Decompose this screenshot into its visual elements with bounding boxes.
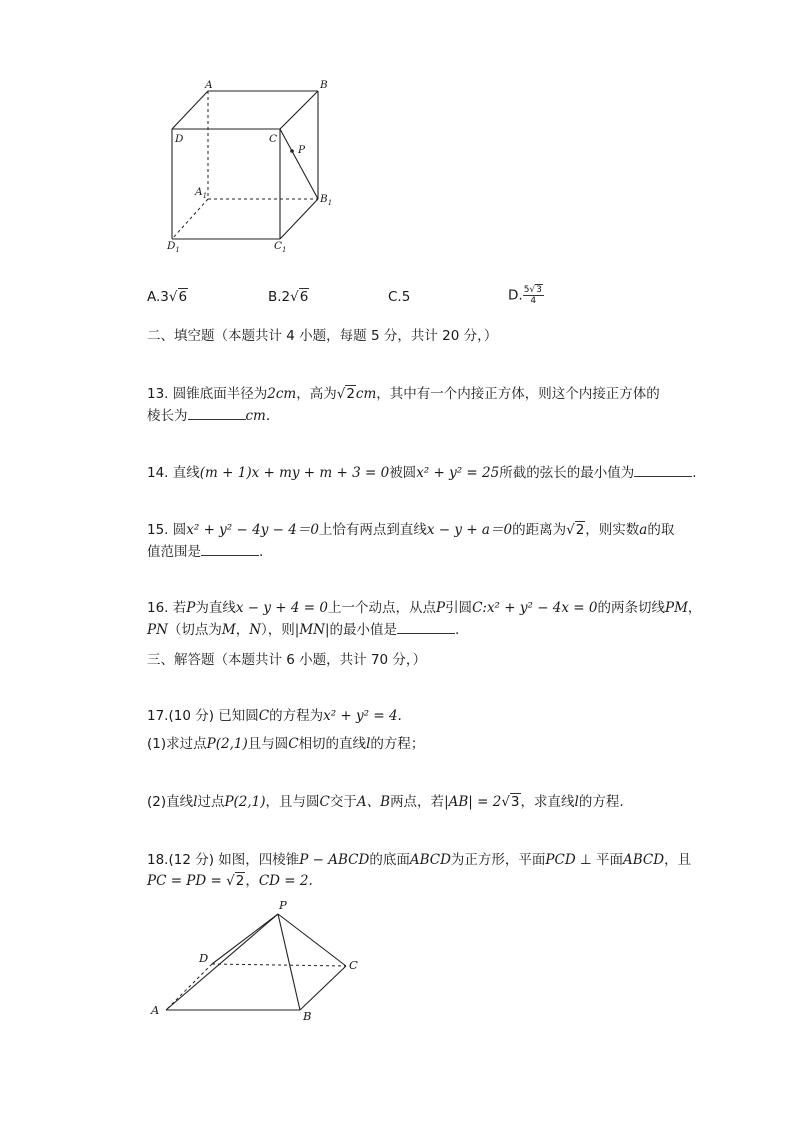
label-P: P <box>298 144 306 156</box>
section-3-heading: 三、解答题（本题共计 6 小题，共计 70 分，） <box>147 652 427 668</box>
pyr-label-D: D <box>199 951 209 965</box>
question-14: 14. 直线(m + 1)x + my + m + 3 = 0被圆x² + y² = 25所截的弦长的最小值为 . <box>147 462 697 483</box>
question-13-line2: 棱长为 cm. <box>147 405 270 426</box>
question-17-part2: (2)直线l过点P(2,1)，且与圆C交于A、B两点，若|AB| = 2√3，求直线l的方程. <box>147 794 624 810</box>
pyr-label-B: B <box>303 1009 312 1023</box>
question-17-part1: (1)求过点P(2,1)且与圆C相切的直线l的方程； <box>147 736 425 752</box>
answer-blank-14[interactable] <box>634 462 692 477</box>
question-13-line1: 13. 圆锥底面半径为2cm，高为√2cm，其中有一个内接正方体，则这个内接正方体的 <box>147 386 660 402</box>
answer-blank-13[interactable] <box>188 405 246 420</box>
label-A: A <box>205 79 213 91</box>
pyr-label-A: A <box>151 1003 160 1017</box>
option-c: C.5 <box>388 289 411 305</box>
section-2-heading: 二、填空题（本题共计 4 小题，每题 5 分，共计 20 分，） <box>147 328 498 344</box>
question-15-line2: 值范围是 . <box>147 541 263 562</box>
answer-blank-16[interactable] <box>397 619 455 634</box>
pyramid-figure <box>150 900 365 1025</box>
question-18-line2: PC = PD = √2，CD = 2. <box>147 873 313 889</box>
option-d: D. $\frac{5√3}{4}$ <box>508 285 542 306</box>
label-C: C <box>269 133 278 145</box>
question-15-line1: 15. 圆x² + y² − 4y − 4＝0上恰有两点到直线x − y + a＝0的距离为√2，则实数a的取 <box>147 522 675 538</box>
point-p <box>290 149 294 153</box>
pyr-label-C: C <box>349 958 358 972</box>
answer-blank-15[interactable] <box>201 541 259 556</box>
question-16-line2: PN（切点为M，N），则|MN|的最小值是 . <box>147 619 459 640</box>
question-17-stem: 17.(10 分) 已知圆C的方程为x² + y² = 4. <box>147 708 402 724</box>
label-C1: $C_1$ <box>274 240 287 255</box>
option-a: A.3√6 <box>147 289 188 305</box>
label-D1: $D_1$ <box>167 240 180 255</box>
pyr-label-P: P <box>279 898 287 912</box>
question-18-line1: 18.(12 分) 如图，四棱锥P − ABCD的底面ABCD为正方形，平面PCD ⊥ 平面ABCD，且 <box>147 852 692 868</box>
cube-figure <box>160 75 340 260</box>
label-B1: $B_1$ <box>320 193 333 208</box>
label-B: B <box>320 79 328 91</box>
label-D: D <box>175 133 184 145</box>
option-b: B.2√6 <box>268 289 309 305</box>
label-A1: $A_1$ <box>195 186 208 201</box>
question-16-line1: 16. 若P为直线x − y + 4 = 0上一个动点，从点P引圆C:x² + y² − 4x = 0的两条切线PM， <box>147 600 702 616</box>
